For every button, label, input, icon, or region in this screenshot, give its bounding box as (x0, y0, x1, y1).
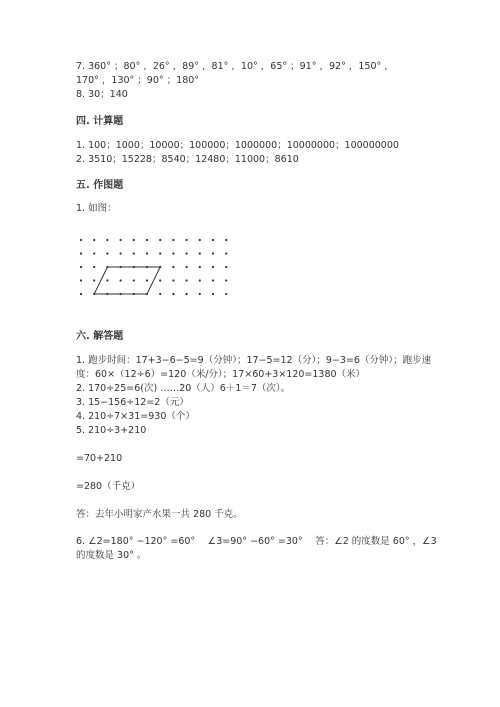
answer-6-2: 2. 170÷25=6(次) ……20（人）6＋1＝7（次）。 (76, 383, 291, 394)
grid-dot (106, 252, 108, 254)
grid-dot (172, 239, 174, 241)
grid-dot (172, 293, 174, 295)
section-5-title: 五. 作图题 (76, 180, 124, 191)
grid-dot (159, 293, 161, 295)
grid-dot (80, 279, 82, 281)
dot-grid-figure (70, 230, 240, 305)
grid-dot (80, 293, 82, 295)
grid-dot (120, 239, 122, 241)
grid-dot (225, 239, 227, 241)
answer-7-line-1: 7. 360° ；80° ，26° ，89° ，81° ，10° ，65° ；91° ，92° ，150° ， (76, 61, 394, 72)
grid-dot (159, 252, 161, 254)
answer-6-5-line-3: =280（千克） (76, 481, 141, 492)
grid-dot (172, 279, 174, 281)
grid-dot (212, 252, 214, 254)
grid-dot (93, 252, 95, 254)
answer-6-1-line-2: 度：60×（12÷6）=120（米/分）；17×60+3×120=1380（米） (76, 369, 366, 380)
answer-6-6-line-1: 6. ∠2=180° −120° =60° ∠3=90° −60° =30° 答：∠2 的度数是 60° ，∠3 (76, 536, 437, 547)
answer-6-6-line-2: 的度数是 30° 。 (76, 550, 147, 561)
grid-dot (212, 293, 214, 295)
grid-dot (199, 293, 201, 295)
grid-dot (106, 279, 108, 281)
grid-dot (80, 252, 82, 254)
grid-dot (120, 279, 122, 281)
grid-dot (212, 239, 214, 241)
grid-dot (225, 293, 227, 295)
grid-dot (199, 266, 201, 268)
grid-dot (93, 266, 95, 268)
grid-dot (199, 239, 201, 241)
section-4-item-1: 1. 100；1000；10000；100000；1000000；10000000；100000000 (76, 140, 399, 151)
section-4-title: 四. 计算题 (76, 116, 124, 127)
grid-dot (186, 266, 188, 268)
answer-6-3: 3. 15−156÷12=2（元） (76, 397, 189, 408)
grid-dot (172, 252, 174, 254)
answer-6-5-answer: 答：去年小明家产水果一共 280 千克。 (76, 509, 243, 520)
grid-dot (159, 239, 161, 241)
grid-dot (133, 239, 135, 241)
answer-6-5-line-1: 5. 210÷3+210 (76, 425, 147, 436)
grid-dot (106, 239, 108, 241)
grid-dot (133, 279, 135, 281)
grid-dot (133, 252, 135, 254)
answer-6-5-line-2: =70+210 (76, 453, 123, 464)
grid-dot (199, 252, 201, 254)
grid-dot (146, 239, 148, 241)
answer-8: 8. 30；140 (76, 89, 128, 100)
grid-dot (186, 279, 188, 281)
grid-dot (225, 252, 227, 254)
section-5-item-1: 1. 如图： (76, 203, 117, 214)
grid-dot (172, 266, 174, 268)
parallelogram-shape (94, 267, 160, 294)
grid-dot (146, 279, 148, 281)
grid-dot (212, 279, 214, 281)
grid-dot (93, 239, 95, 241)
section-6-title: 六. 解答题 (76, 331, 124, 342)
grid-dot (212, 266, 214, 268)
answer-6-4: 4. 210÷7×31=930（个） (76, 411, 195, 422)
grid-dot (186, 293, 188, 295)
grid-dot (120, 252, 122, 254)
grid-dot (225, 279, 227, 281)
grid-dot (146, 252, 148, 254)
grid-dot (199, 279, 201, 281)
section-4-item-2: 2. 3510；15228；8540；12480；11000；8610 (76, 154, 299, 165)
grid-dot (159, 279, 161, 281)
grid-dot (225, 266, 227, 268)
grid-dot (80, 239, 82, 241)
grid-dot (93, 279, 95, 281)
grid-dot (186, 239, 188, 241)
grid-dot (80, 266, 82, 268)
grid-dot (186, 252, 188, 254)
answer-6-1-line-1: 1. 跑步时间：17+3−6−5=9（分钟）；17−5=12（分）；9−3=6（分钟）；跑步速 (76, 355, 432, 366)
answer-7-line-2: 170° ，130° ；90° ；180° (76, 75, 200, 86)
